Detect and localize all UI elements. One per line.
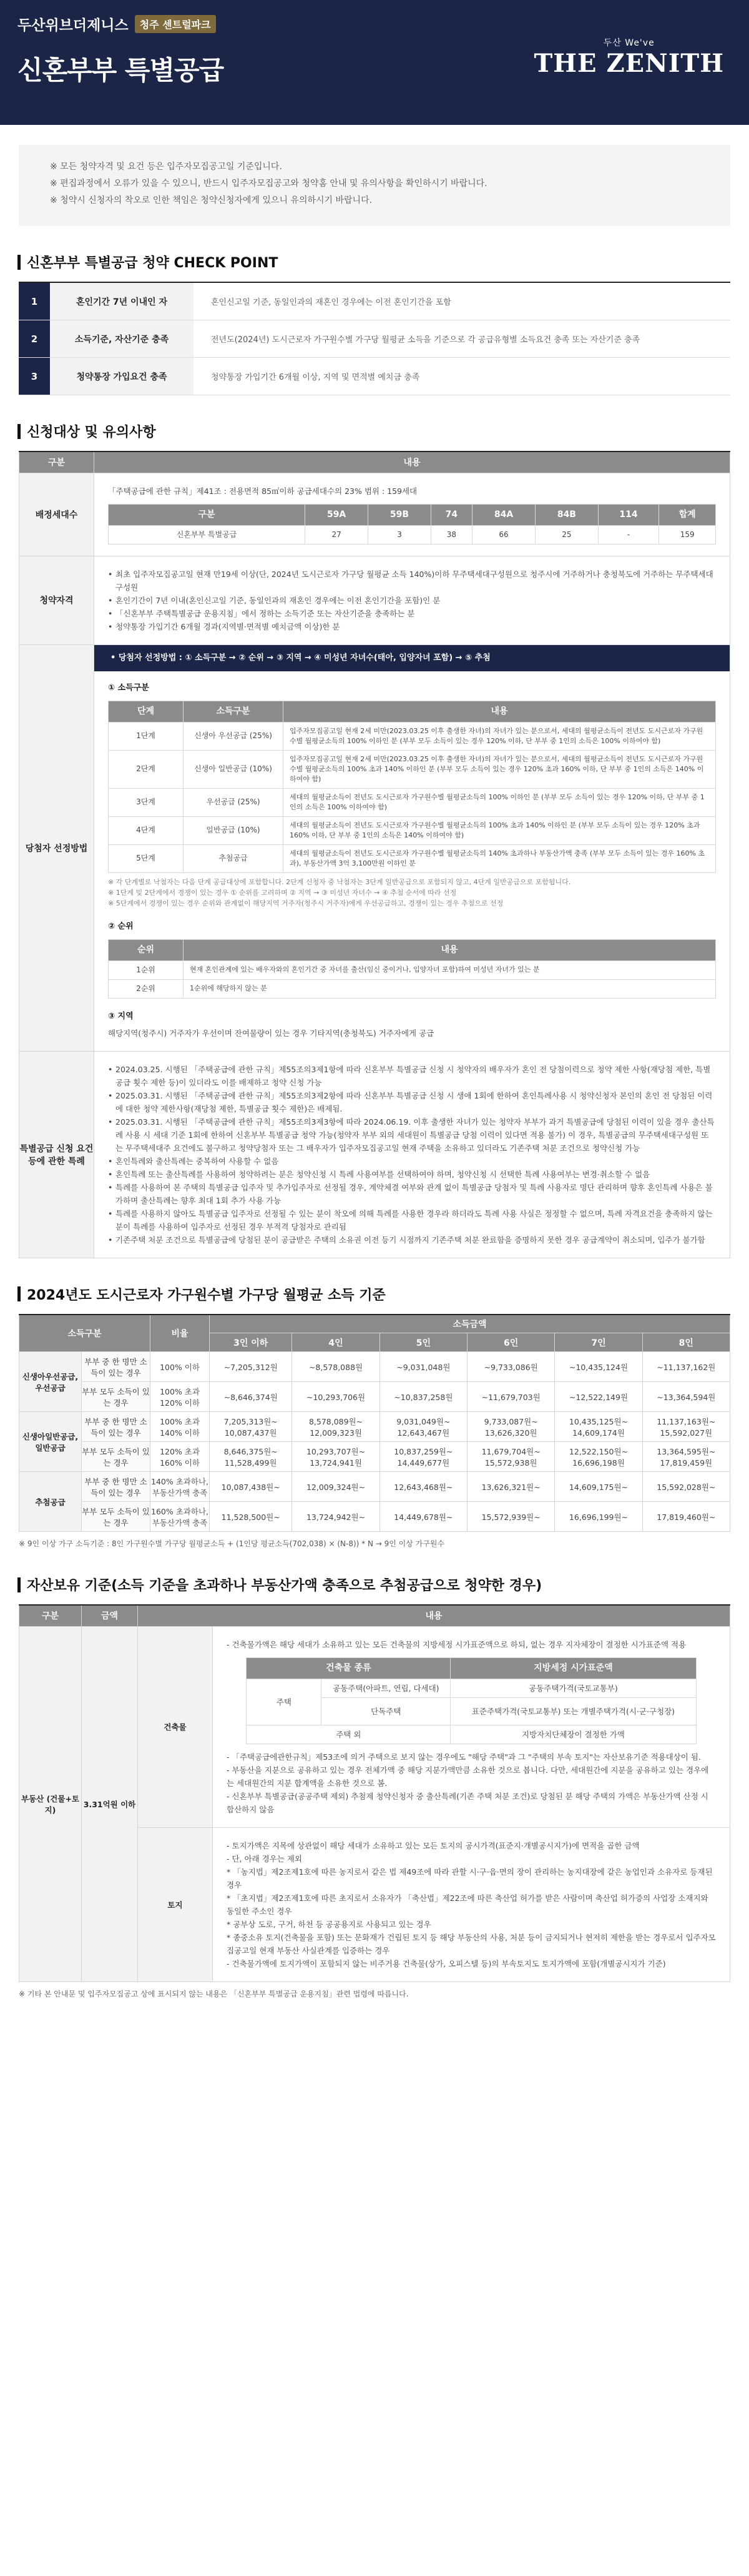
special-list [108,1063,716,1246]
person-count: 3인 이하 [210,1333,292,1352]
logo-main: THE ZENITH [534,49,724,78]
section-title-checkpoint [17,252,732,272]
checkpoint-row [19,320,730,358]
income-row [19,1442,730,1472]
rank-row [109,979,716,998]
income-standard-table [19,1314,730,1532]
income-value: ~10,293,706원 [292,1382,379,1412]
person-count: 6인 [468,1333,555,1352]
income-step-row [109,844,716,872]
supply-header: 84A [472,504,535,525]
building-value: 공동주택가격(국토교통부) [451,1679,696,1697]
person-count: 8인 [642,1333,730,1352]
section-title-income [17,1285,732,1304]
zenith-logo [534,36,725,78]
income-value: 12,522,150원~ 16,696,198원 [555,1442,642,1472]
section-title-text: 신청대상 및 유의사항 [27,425,156,440]
income-type: 추첨공급 [184,844,283,872]
section-title-text: 자산보유 기준(소득 기준을 초과하나 부동산가액 충족으로 추첨공급으로 청약한 경우) [27,1578,542,1594]
special-item: • 2024.03.25. 시행된 「주택공급에 관한 규칙」제55조의3제1항에 따라 신혼부부 특별공급 신청 시 청약자의 배우자가 혼인 전 당첨이력으로 청약 제한 사항(재당첨 제한, 특별공급 횟수 제한 등)이 있더라도 이를 배제하고 청약 신청 가능 [108,1063,716,1089]
income-sub: 부부 중 한 명만 소득이 있는 경우 [82,1472,150,1502]
qualification-item: • 청약통장 가입기간 6개월 경과(지역별·면적별 예치금액 이상)한 분 [108,620,716,633]
region-desc: 해당지역(청주시) 거주자가 우선이며 잔여물량이 있는 경우 기타지역(충청북도) 거주자에게 공급 [108,1028,434,1038]
checkpoint-head: 소득기준, 자산기준 충족 [50,320,193,357]
supply-value: 3 [368,525,431,544]
checkpoint-head: 혼인기간 7년 이내인 자 [50,283,193,320]
income-value: ~13,364,594원 [642,1382,730,1412]
building-note: - 신혼부부 특별공급(공공주택 제외) 추첨제 청약신청자 중 출산특례(기존 주택 처분 조건)로 당첨된 분 해당 주택의 가액은 부동산가액 산정 시 합산하지 않음 [227,1791,708,1814]
checkpoint-desc: 전년도(2024년) 도시근로자 가구원수별 가구당 월평균 소득을 기준으로 각 공급유형별 소득요건 충족 또는 자산기준 충족 [211,335,640,345]
income-notes [108,877,716,909]
building-table [246,1657,696,1744]
th-step: 단계 [109,701,184,722]
title-bar [17,255,21,270]
income-value: ~8,646,374원 [210,1382,292,1412]
rank-table [108,939,716,999]
special-cell [94,1051,730,1258]
income-value: ~8,578,088원 [292,1352,379,1382]
checkpoint-head: 청약통장 가입요건 충족 [50,358,193,395]
land-list [227,1839,716,1970]
rank-value: 2순위 [109,979,184,998]
income-subtitle: ① 소득구분 [108,683,149,693]
income-value: 13,724,942원~ [292,1502,379,1532]
special-item: • 혼인특례 또는 출산특례를 사용하여 청약하려는 분은 청약신청 시 특례 사용여부를 선택하여야 하며, 청약신청 시 선택한 특례 사용여부는 변경·취소할 수 없음 [108,1168,716,1181]
income-value: 10,435,125원~ 14,609,174원 [555,1412,642,1442]
section-title-text: 신혼부부 특별공급 청약 CHECK POINT [27,255,278,271]
income-value: ~10,435,124원 [555,1352,642,1382]
supply-note: 「주택공급에 관한 규칙」제41조 : 전용면적 85㎡이하 공급세대수의 23% 범위 : 159세대 [108,486,418,496]
income-value: ~11,137,162원 [642,1352,730,1382]
income-sub: 부부 모두 소득이 있는 경우 [82,1502,150,1532]
income-row [19,1382,730,1412]
notice-line: ※ 모든 청약자격 및 요건 등은 입주자모집공고일 기준입니다. [50,162,282,172]
th-building-kind: 건축물 종류 [247,1657,451,1679]
income-value: 17,819,460원~ [642,1502,730,1532]
income-value: 7,205,313원~ 10,087,437원 [210,1412,292,1442]
checkpoint-number: 2 [19,320,50,357]
building-value: 표준주택가격(국토교통부) 또는 개별주택가격(시·군·구청장) [451,1697,696,1725]
income-value: 11,679,704원~ 15,572,938원 [468,1442,555,1472]
income-ratio: 100% 초과 120% 이하 [150,1382,210,1412]
income-ratio: 100% 이하 [150,1352,210,1382]
income-step: 5단계 [109,844,184,872]
hero-brand-line [17,14,216,34]
income-desc: 세대의 월평균소득이 전년도 도시근로자 가구원수별 월평균소득의 100% 이하인 분 (부부 모두 소득이 있는 경우 120% 이하, 단 부부 중 1인의 소득은 100% 이하여야 함) [283,788,716,816]
th-income-amount: 소득금액 [210,1315,730,1333]
income-step: 3단계 [109,788,184,816]
income-note: ※ 1단계 및 2단계에서 경쟁이 있는 경우 ① 순위를 고려하며 ② 지역 → ③ 미성년 자녀수 → ④ 추첨 순서에 따라 선정 [108,888,457,897]
income-footnote: ※ 9인 이상 가구 소득기준 : 8인 가구원수별 가구당 월평균소득 + (1인당 평균소득(702,038) × (N-8)) * N → 9인 이상 가구원수 [19,1539,445,1548]
income-value: 9,031,049원~ 12,643,467원 [379,1412,467,1442]
land-item: * 종중소유 토지(건축물을 포함) 또는 문화재가 건립된 토지 등 해당 부동산의 사용, 처분 등이 금지되거나 현저히 제한을 받는 경우로서 입주자모집공고일 현재 부동산 사실관계를 입증하는 경우 [227,1932,716,1955]
th-rank-desc: 내용 [184,939,716,960]
qualification-list [108,568,716,633]
process-bar: • 당첨자 선정방법 : ① 소득구분 → ② 순위 → ③ 지역 → ④ 미성년 자녀수(태아, 입양자녀 포함) → ⑤ 추첨 [94,645,730,671]
special-label: 특별공급 신청 요건 등에 관한 특례 [19,1051,94,1258]
notice-line: ※ 청약시 신청자의 착오로 인한 책임은 청약신청자에게 있으니 유의하시기 바랍니다. [50,195,373,205]
section-title-text: 2024년도 도시근로자 가구원수별 가구당 월평균 소득 기준 [27,1287,386,1303]
income-type: 우선공급 (25%) [184,788,283,816]
income-step: 1단계 [109,722,184,750]
income-value: 15,592,028원~ [642,1472,730,1502]
supply-value: 신혼부부 특별공급 [109,525,305,544]
income-sub: 부부 중 한 명만 소득이 있는 경우 [82,1412,150,1442]
col-gubun: 구분 [19,452,94,473]
th-type: 소득구분 [184,701,283,722]
income-note: ※ 각 단계별로 낙첨자는 다음 단계 공급대상에 포함합니다. 2단계 신청자 중 낙첨자는 3단계 일반공급으로 포함되지 않고, 4단계 일반공급으로 포함됩니다. [108,877,571,886]
rank-row [109,960,716,979]
land-item: - 단, 아래 경우는 제외 [227,1853,302,1863]
building-intro: - 건축물가액은 해당 세대가 소유하고 있는 모든 건축물의 지방세정 시가표준액으로 하되, 없는 경우 지자체장이 결정한 시가표준액 적용 [227,1639,687,1649]
supply-value: - [598,525,659,544]
supply-value: 25 [536,525,599,544]
building-notes [227,1750,716,1816]
region-subtitle: ③ 지역 [108,1011,134,1021]
special-item: • 2025.03.31. 시행된 「주택공급에 관한 규칙」제55조의3제2항에 따라 신혼부부 특별공급 신청 시 생애 1회에 한하여 혼인특례사용 시 청약신청자 본인의 혼인 전 당첨된 이력에 대한 청약 제한사항(재당첨 제한, 특별공급 횟수 제한)은 배제됨. [108,1089,716,1115]
th-rank: 순위 [109,939,184,960]
th-income-type: 소득구분 [19,1315,150,1352]
income-sub: 부부 모두 소득이 있는 경우 [82,1382,150,1412]
th-asset-gubun: 구분 [19,1605,82,1626]
income-value: 14,449,678원~ [379,1502,467,1532]
supply-header: 59B [368,504,431,525]
supply-value: 66 [472,525,535,544]
supply-value: 38 [431,525,472,544]
building-label: 건축물 [138,1626,213,1827]
special-item: • 특례를 사용하지 않아도 특별공급 입주자로 선정될 수 있는 분이 착오에 의해 특례를 사용한 경우라 하더라도 특례 사용 사실은 정정할 수 없으며, 특례 자격요건을 충족하지 않는 분이 특례를 사용하여 입주자로 선정된 경우 부적격 당첨자로 관리됨 [108,1207,716,1233]
income-sub: 부부 중 한 명만 소득이 있는 경우 [82,1352,150,1382]
qualification-label: 청약자격 [19,556,94,644]
th-desc: 내용 [283,701,716,722]
rank-value: 1순위 [109,960,184,979]
th-ratio: 비율 [150,1315,210,1352]
qualification-cell [94,556,730,644]
supply-header: 합계 [659,504,716,525]
th-asset-content: 내용 [138,1605,730,1626]
building-note: - 「주택공급에관한규칙」제53조에 의거 주택으로 보지 않는 경우에도 "해당 주택"과 그 "주택의 부속 토지"는 자산보유기준 적용대상이 됨. [227,1752,701,1762]
income-value: 15,572,939원~ [468,1502,555,1532]
th-building-value: 지방세정 시가표준액 [451,1657,696,1679]
income-value: 13,364,595원~ 17,819,459원 [642,1442,730,1472]
income-group: 추첨공급 [19,1472,82,1532]
rank-desc: 1순위에 해당하지 않는 분 [184,979,716,998]
income-value: ~12,522,149원 [555,1382,642,1412]
building-kind: 공동주택(아파트, 연립, 다세대) [321,1679,451,1697]
person-count: 5인 [379,1333,467,1352]
asset-footnote: ※ 기타 본 안내문 및 입주자모집공고 상에 표시되지 않는 내용은 「신혼부부 특별공급 운용지침」관련 법령에 따릅니다. [19,1989,409,1998]
income-value: 11,528,500원~ [210,1502,292,1532]
supply-table [108,504,716,545]
brand-name: 두산위브더제니스 [17,17,129,34]
income-type: 일반공급 (10%) [184,816,283,844]
land-item: - 건축물가액에 토지가액이 포함되지 않는 비주거용 건축물(상가, 오피스텔 등)의 부속토지도 토지가액에 포함(개별공시지가 기준) [227,1958,666,1968]
rank-desc: 현재 혼인관계에 있는 배우자와의 혼인기간 중 자녀를 출산(임신 중이거나, 입양자녀 포함)하여 미성년 자녀가 있는 분 [184,960,716,979]
income-step-row [109,750,716,788]
qualification-item: • 「신혼부부 주택특별공급 운용지침」에서 정하는 소득기준 또는 자산기준을 충족하는 분 [108,607,716,620]
winner-cell [94,644,730,1051]
checkpoint-row [19,283,730,320]
income-row [19,1352,730,1382]
income-value: 8,578,089원~ 12,009,323원 [292,1412,379,1442]
special-item: • 혼인특례와 출산특례는 중복하여 사용할 수 없음 [108,1155,716,1168]
income-sub: 부부 모두 소득이 있는 경우 [82,1442,150,1472]
income-group: 신생아일반공급, 일반공급 [19,1412,82,1472]
income-desc: 세대의 월평균소득이 전년도 도시근로자 가구원수별 월평균소득의 100% 초과 140% 이하인 분 (부부 모두 소득이 있는 경우 120% 초과 160% 이하, 단 부부 중 1인의 소득은 140% 이하여야 함) [283,816,716,844]
income-value: 11,137,163원~ 15,592,027원 [642,1412,730,1442]
building-cell [213,1626,730,1827]
winner-label: 당첨자 선정방법 [19,644,94,1051]
income-value: ~9,031,048원 [379,1352,467,1382]
income-desc: 입주자모집공고일 현재 2세 미만(2023.03.25 이후 출생한 자녀)의 자녀가 있는 분으로서, 세대의 월평균소득이 전년도 도시근로자 가구원수별 월평균소득의 100% 초과 140% 이하인 분 (부부 모두 소득이 있는 경우 120% 초과 160% 이하, 단 부부 중 1인의 소득은 140% 이하여야 함) [283,750,716,788]
income-value: 9,733,087원~ 13,626,320원 [468,1412,555,1442]
checkpoint-desc: 혼인신고일 기준, 동일인과의 재혼인 경우에는 이전 혼인기간을 포함 [211,298,451,307]
income-value: ~9,733,086원 [468,1352,555,1382]
income-type: 신생아 일반공급 (10%) [184,750,283,788]
supply-header: 114 [598,504,659,525]
land-item: - 토지가액은 지목에 상관없이 해당 세대가 소유하고 있는 모든 토지의 공시가격(표준지·개별공시지가)에 면적을 곱한 금액 [227,1840,640,1850]
building-group: 주택 [247,1679,321,1725]
asset-table [19,1604,730,1982]
supply-value: 159 [659,525,716,544]
supply-cell [94,473,730,556]
notice-box [19,145,730,226]
notice-line: ※ 편집과정에서 오류가 있을 수 있으니, 반드시 입주자모집공고와 청약홈 안내 및 유의사항을 확인하시기 바랍니다. [50,179,487,189]
supply-header: 구분 [109,504,305,525]
special-item: • 특례를 사용하여 본 주택의 특별공급 입주자 및 추가입주자로 선정될 경우, 계약체결 여부와 관계 없이 특별공급 당첨자 및 특례 사용자로 명단 관리하며 향후 혼인특례 사용은 불가하며 출산특례는 향후 최대 1회 추가 사용 가능 [108,1181,716,1207]
income-value: 8,646,375원~ 11,528,499원 [210,1442,292,1472]
supply-header: 74 [431,504,472,525]
income-step-table [108,701,716,873]
person-count: 4인 [292,1333,379,1352]
section-title-eligibility [17,422,732,441]
income-row [19,1502,730,1532]
building-kind: 단독주택 [321,1697,451,1725]
income-value: 10,837,259원~ 14,449,677원 [379,1442,467,1472]
income-note: ※ 5단계에서 경쟁이 있는 경우 순위와 관계없이 해당지역 거주자(청주시 거주자)에게 우선공급하고, 경쟁이 있는 경우 추첨으로 선정 [108,899,504,907]
income-value: 12,009,324원~ [292,1472,379,1502]
supply-header: 59A [305,504,368,525]
logo-sub: 두산 We've [603,38,655,48]
page-title: 신혼부부 특별공급 [17,55,224,86]
eligibility-table [19,451,730,1258]
income-desc: 세대의 월평균소득이 전년도 도시근로자 가구원수별 월평균소득의 140% 초과하나 부동산가액 충족 (부부 모두 소득이 있는 경우 160% 초과), 부동산가액 3억 3,100만원 이하인 분 [283,844,716,872]
income-type: 신생아 우선공급 (25%) [184,722,283,750]
income-value: 10,293,707원~ 13,724,941원 [292,1442,379,1472]
income-ratio: 120% 초과 160% 이하 [150,1442,210,1472]
supply-value: 27 [305,525,368,544]
income-value: ~10,837,258원 [379,1382,467,1412]
income-value: 14,609,175원~ [555,1472,642,1502]
asset-amount: 3.31억원 이하 [82,1626,138,1981]
special-item: • 기존주택 처분 조건으로 특별공급에 당첨된 분이 공급받은 주택의 소유권 이전 등기 시점까지 기존주택 처분 완료함을 증명하지 못한 경우 공급계약이 취소되며, 입주가 불가함 [108,1233,716,1246]
income-value: 16,696,199원~ [555,1502,642,1532]
income-row [19,1412,730,1442]
supply-header: 84B [536,504,599,525]
special-item: • 2025.03.31. 시행된 「주택공급에 관한 규칙」제55조의3제3항에 따라 2024.06.19. 이후 출생한 자녀가 있는 청약자 부부가 과거 특별공급에 당첨된 이력이 있을 경우 출산특례 사용 시 세대 기준 1회에 한하여 신혼부부 특별공급 청약 가능(청약자 부부 외의 세대원이 특별공급 당첨 이력이 있다면 적용 불가) 이 경우, 특별공급의 무주택세대구성원 또는 무주택세대주 요건에도 불구하고 청약당첨자 또는 그 배우자가 입주자모집공고일 현재 주택을 소유하고 있더라도 기존주택 처분 조건으로 청약신청 가능 [108,1115,716,1155]
qualification-item: • 최초 입주자모집공고일 현재 만19세 이상(단, 2024년 도시근로자 가구당 월평균 소득 140%)이하 무주택세대구성원으로 청주시에 거주하거나 충청북도에 거주하는 무주택세대구성원 [108,568,716,594]
income-desc: 입주자모집공고일 현재 2세 미만(2023.03.25 이후 출생한 자녀)의 자녀가 있는 분으로서, 세대의 월평균소득이 전년도 도시근로자 가구원수별 월평균소득의 100% 이하인 분 (부부 모두 소득이 있는 경우 120% 이하, 단 부부 중 1인의 소득은 100% 이하여야 함) [283,722,716,750]
land-cell [213,1827,730,1981]
supply-label: 배정세대수 [19,473,94,556]
hero-banner [0,0,749,125]
building-note: - 부동산을 지분으로 공유하고 있는 경우 전체가액 중 해당 지분가액만큼 소유한 것으로 봅니다. 다만, 세대원간에 지분을 공유하고 있는 경우에는 세대원간의 지분 합계액을 소유한 것으로 봄. [227,1765,709,1788]
person-count: 7인 [555,1333,642,1352]
income-value: 12,643,468원~ [379,1472,467,1502]
income-step-row [109,722,716,750]
land-label: 토지 [138,1827,213,1981]
income-value: 13,626,321원~ [468,1472,555,1502]
checkpoint-row [19,358,730,395]
checkpoint-list [19,282,730,395]
checkpoint-number: 3 [19,358,50,395]
income-ratio: 140% 초과하나, 부동산가액 충족 [150,1472,210,1502]
building-kind: 주택 외 [247,1725,451,1744]
title-bar [17,1577,21,1592]
income-step: 2단계 [109,750,184,788]
income-ratio: 160% 초과하나, 부동산가액 충족 [150,1502,210,1532]
land-item: * 「초지법」제2조제1호에 따른 초지로서 소유자가 「축산법」제22조에 따른 축산업 허가를 받은 사람이며 축산업 허가증의 사업장 소재지와 동일한 주소인 경우 [227,1893,708,1916]
income-step-row [109,788,716,816]
income-ratio: 100% 초과 140% 이하 [150,1412,210,1442]
income-step-row [109,816,716,844]
th-asset-amount: 금액 [82,1605,138,1626]
building-value: 지방자치단체장이 결정한 가액 [451,1725,696,1744]
income-step: 4단계 [109,816,184,844]
rank-subtitle: ② 순위 [108,921,134,931]
checkpoint-number: 1 [19,283,50,320]
qualification-item: • 혼인기간이 7년 이내(혼인신고일 기준, 동일인과의 재혼인 경우에는 이전 혼인기간을 포함)인 분 [108,594,716,607]
income-group: 신생아우선공급, 우선공급 [19,1352,82,1412]
income-row [19,1472,730,1502]
col-content: 내용 [94,452,730,473]
title-bar [17,424,21,439]
brand-badge: 청주 센트럴파크 [135,15,216,33]
asset-row-label: 부동산 (건물+토지) [19,1626,82,1981]
land-item: * 「농지법」제2조제1호에 따른 농지로서 같은 법 제49조에 따라 관할 시·구·읍·면의 장이 관리하는 농지대장에 같은 농업인과 소유자로 등재된 경우 [227,1867,713,1890]
income-value: 10,087,438원~ [210,1472,292,1502]
section-title-asset [17,1575,732,1594]
income-value: ~7,205,312원 [210,1352,292,1382]
title-bar [17,1286,21,1301]
income-value: ~11,679,703원 [468,1382,555,1412]
checkpoint-desc: 청약통장 가입기간 6개월 이상, 지역 및 면적별 예치금 충족 [211,373,420,382]
land-item: * 공부상 도로, 구거, 하천 등 공공용지로 사용되고 있는 경우 [227,1919,431,1929]
